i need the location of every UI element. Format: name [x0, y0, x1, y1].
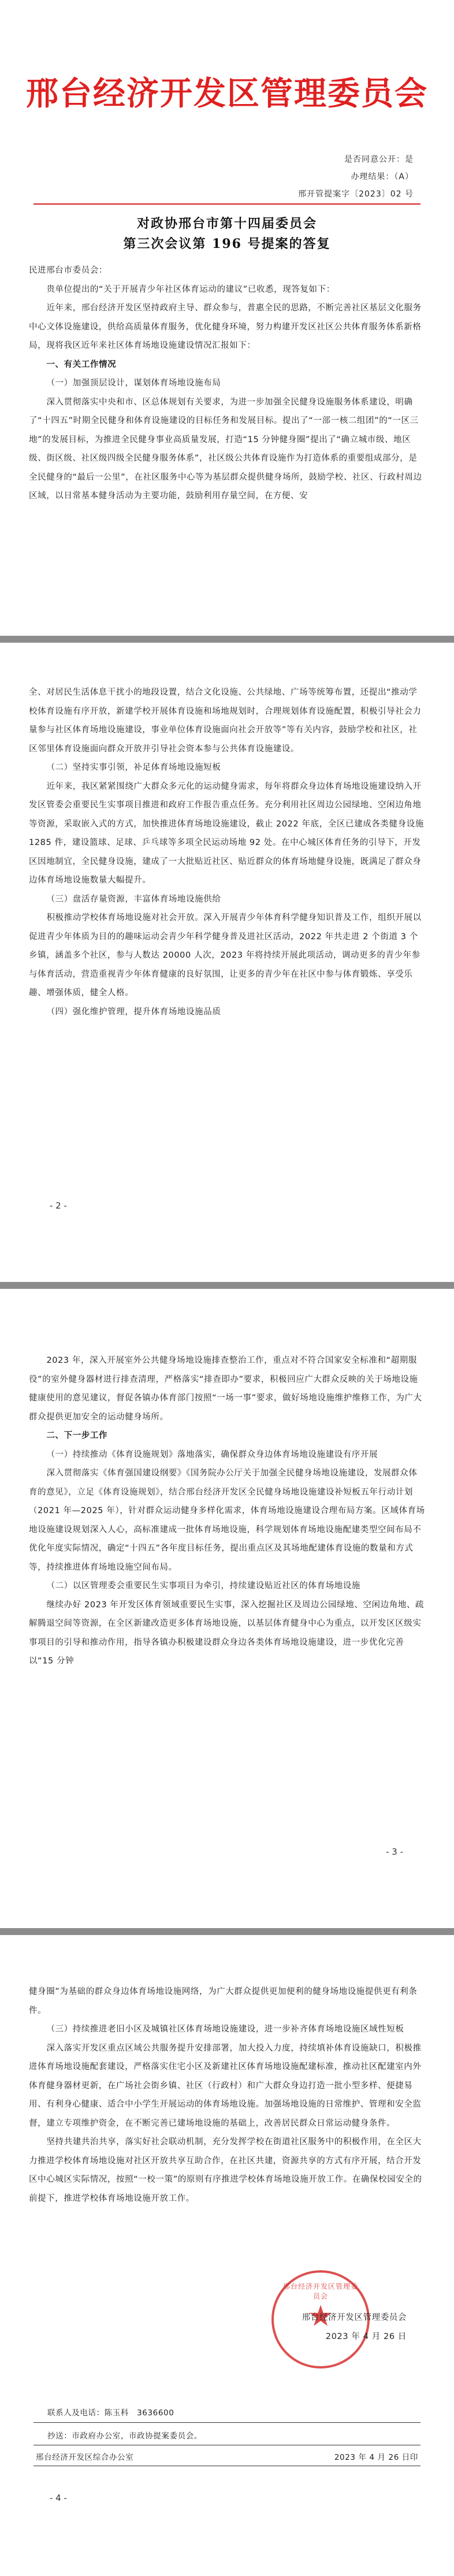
- subsection-heading: （三）持续推进老旧小区及城镇社区体育场地设施建设，进一步补齐体育场地设施区域性短板: [46, 2025, 404, 2034]
- print-date: 2023 年 4 月 26 日印: [334, 2453, 418, 2462]
- paragraph: 深入落实开发区重点区域公共服务提升安排部署，加大投入力度，持续填补体育设施缺口，积极推进体育场地设施配套建设，严格落实住宅小区及新建社区体育场地设施配建标准，推动社区配建室内外体育健身器材更新，在广场社会街乡镇、社区（行政村）和广大群众身边打造一批小型多样、便捷易用、有利身心健康、适合中小学生开展运动的体育场地设施。加强场地设施的日常维护、管理和安全监督，建立专项维护资金，在不断完善已建场地设施的基础上，改善居民群众日常运动健身条件。: [29, 2043, 422, 2128]
- document-title-line-2: 第三次会议第 196 号提案的答复: [123, 236, 331, 251]
- page-number: - 4 -: [50, 2493, 67, 2503]
- subsection-heading: （二）以区管理委会重要民生实事项目为牵引，持续建设贴近社区的体育场地设施: [46, 1581, 361, 1591]
- page-2-body: [29, 683, 425, 1021]
- subsection-heading: （三）盘活存量资源，丰富体育场地设施供给: [46, 894, 221, 904]
- paragraph: 2023 年，深入开展室外公共健身场地设施排查整治工作，重点对不符合国家安全标准和“超期服役”的室外健身器材进行排查清理，严格落实“排查即办”要求，积极回应广大群众反映的关于场地设施健康使用的意见建议，督促各镇办体育部门按照“一场一事”要求，做好场地设施维护维修工作，为广大群众提供更加安全的运动健身场所。: [29, 1356, 422, 1422]
- document-page-4: [0, 1935, 454, 2576]
- subsection-heading: （二）坚持实事引领，补足体育场地设施短板: [46, 763, 221, 772]
- handling-result: 办理结果：（A）: [351, 172, 414, 181]
- signature-organization: 邢台经济开发区管理委员会: [302, 2313, 407, 2322]
- section-heading: 一、有关工作情况: [46, 359, 117, 369]
- document-page-3: [0, 1289, 454, 1928]
- page-4-body: [29, 1982, 425, 2208]
- paragraph: 近年来，邢台经济开发区坚持政府主导、群众参与，普惠全民的思路，不断完善社区基层文化服务中心文体设施建设，供给高质量体育服务，优化健身环境，努力构建开发区社区公共体育服务体系新格局，现将我区近年来社区体育场地设施建设情况汇报如下：: [29, 303, 422, 350]
- red-divider-rule: [34, 203, 420, 205]
- page-3-body: [29, 1351, 425, 1671]
- cc-line: 抄送：市政府办公室，市政协提案委员会。: [47, 2432, 202, 2441]
- subsection-heading: （四）强化维护管理，提升体育场地设施品质: [46, 1007, 221, 1017]
- seal-text: 邢台经济开发区管理委员会: [282, 2282, 358, 2300]
- document-page-1: [0, 0, 454, 636]
- paragraph: 贵单位提出的“关于开展青少年社区体育运动的建议”已收悉，现答复如下：: [46, 284, 335, 294]
- subsection-heading: （一）持续推动《体育设施规划》落地落实，确保群众身边体育场地设施建设有序开展: [46, 1450, 378, 1459]
- issuing-office: 邢台经济开发区综合办公室: [36, 2453, 134, 2462]
- page-number: - 3 -: [386, 1847, 403, 1857]
- paragraph: 深入贯彻落实《体育强国建设纲要》《国务院办公厅关于加强全民健身场地设施建设，发展群众体育的意见》，立足《体育设施规划》，结合邢台经济开发区全民健身场地设施建设补短板五年行动计划（2021 年—2025 年），针对群众运动健身多样化需求，体育场地设施建设合理布局方案。区域体育场地设施建设规划深入人心，高标准建成一批体育场地设施，科学规划体育场地设施配建类型空间布局不优化年度实际情况，确定“十四五”各年度目标任务，提出重点区及其场地配建体育设施的数量和方式等，持续推进体育场地设施空间布局。: [29, 1469, 425, 1572]
- document-page-2: [0, 643, 454, 1282]
- document-title-line-1: 对政协邢台市第十四届委员会: [136, 216, 317, 231]
- footer-divider: [34, 2422, 420, 2423]
- signature-date: 2023 年 4 月 26 日: [325, 2332, 407, 2341]
- contact-info: 联系人及电话：陈玉科 3636600: [47, 2408, 174, 2418]
- section-heading: 二、下一步工作: [46, 1431, 108, 1440]
- page-1-body: [29, 261, 425, 506]
- paragraph: 全、对居民生活体息干扰小的地段设置，结合文化设施、公共绿地、广场等统筹布置，还提出“推动学校体育设施有序开放，新建学校开展体育设施和场地规划时，合理规划体育设施配置，积极引导社会力量参与社区体育场地设施建设，事业单位体育设施面向社会开放等”等有关内容，鼓励学校和社区，社区邻里体育设施面向群众开放并引导社会资本参与公共体育设施建设。: [29, 688, 422, 754]
- paragraph: 积极推动学校体育场地设施对社会开放。深入开展青少年体育科学健身知识普及工作，组织开展以促进青少年体质为目的的趣味运动会青少年科学健身普及进社区活动，2022 年共走进 2 个街道 3 个乡镇，涵盖多个社区，参与人数达 20000 人次，2023 年将持续开展此项活动，调动更多的青少年参与体育活动，营造重视青少年体育健康的良好氛围，让更多的青少年在社区中参与体育锻炼、享受乐趣、增强体质，健全人格。: [29, 913, 422, 998]
- paragraph: 深入贯彻落实中央和市、区总体规划有关要求，为进一步加强全民健身设施服务体系建设，明确了“十四五”时期全民健身和体育设施建设的目标任务和发展目标。提出了“一部一核二组团”的“一区三地”的发展目标，为推进全民健身事业高质量发展，打造“15 分钟健身圈”提出了“确立城市级、地区级、街区级、社区级四级全民健身服务体系”，社区级公共体育设施作为打造体系的重要组成部分，是全民健身的“最后一公里”，在社区服务中心等为基层群众提供健身场所，鼓励学校、社区、行政村周边区域，以日常基本健身活动为主要功能，鼓励利用存量空间，在方便、安: [29, 397, 422, 501]
- salutation: 民进邢台市委员会：: [29, 266, 107, 275]
- page-number: - 2 -: [50, 1200, 67, 1211]
- public-status: 是否同意公开：是: [344, 155, 414, 164]
- document-number: 邢开管提案字〔2023〕02 号: [298, 190, 414, 199]
- paragraph: 近年来，我区紧紧围绕广大群众多元化的运动健身需求，每年将群众身边体育场地设施建设纳入开发区管委会重要民生实事项目推进和政府工作报告重点任务。充分利用社区周边公园绿地、空闲边角地等资源，采取嵌入式的方式，加快推进体育场地设施建设，截止 2022 年底，全区已建成各类健身设施 1285 件，建设篮球、足球、乒乓球等多项全民运动场地 92 处。在中心城区体育任务的引导下，开发区因地制宜，全民健身设施，建成了一大批贴近社区、贴近群众的体育场地健身设施，既满足了群众身边体育场地设施数量大幅提升。: [29, 781, 424, 885]
- paragraph: 继续办好 2023 年开发区体育领域重要民生实事，深入挖掘社区及周边公园绿地、空闲边角地、疏解腾退空间等资源，在全区新建改造更多体育场地设施，以基层体育健身中心为重点，以开发区区级实事项目的引导和推动作用，指导各镇办积极建设群众身边各类体育场地设施建设，进一步优化完善以“15 分钟: [29, 1600, 425, 1666]
- seal-star-icon: ★: [307, 2299, 334, 2333]
- subsection-heading: （一）加强顶层设计，谋划体育场地设施布局: [46, 379, 221, 388]
- paragraph: 坚持共建共治共享，落实好社会联动机制，充分发挥学校在街道社区服务中的积极作用，在全区大力推进学校体育场地设施对社区开放共享互助合作，在社区共建，资源共享的方式有序开展，结合开发区中心城区实际情况，按照“一校一策”的原则有序推进学校体育场地设施开放工作。在确保校园安全的前提下，推进学校体育场地设施开放工作。: [29, 2137, 422, 2203]
- paragraph: 健身圈”为基础的群众身边体育场地设施网络，为广大群众提供更加便利的健身场地设施提供更有利条件。: [29, 1987, 418, 2015]
- org-header-title: 邢台经济开发区管理委员会: [26, 75, 428, 113]
